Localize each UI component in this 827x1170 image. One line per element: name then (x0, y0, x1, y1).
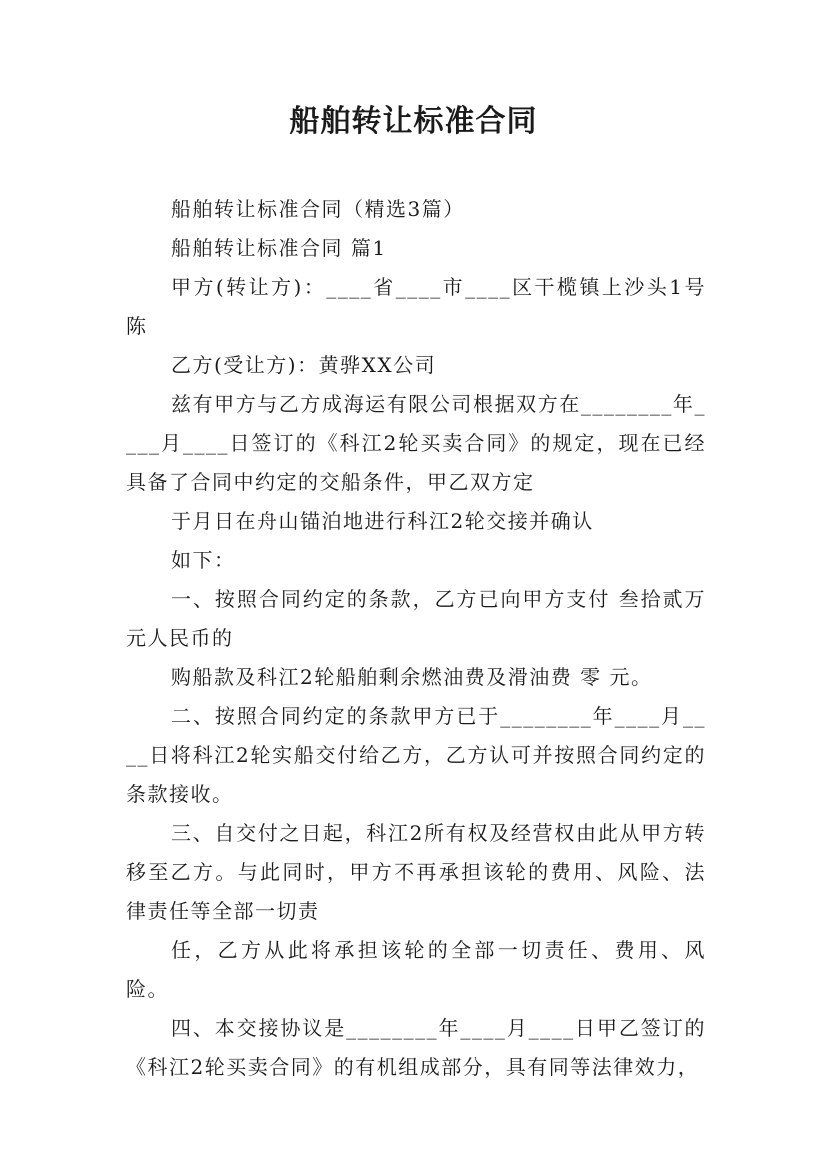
paragraph-section-heading: 船舶转让标准合同 篇1 (171, 236, 387, 260)
paragraph-handover-date: 于月日在舟山锚泊地进行科江2轮交接并确认 (171, 509, 594, 533)
paragraph-clause-3: 三、自交付之日起，科江2所有权及经营权由此从甲方转移至乙方。与此同时，甲方不再承担该轮的费用、风险、法律责任等全部一切责 (126, 821, 706, 923)
paragraph-clause-1: 一、按照合同约定的条款，乙方已向甲方支付 叁拾贰万元人民币的 (126, 587, 706, 650)
paragraph-clause-3-cont: 任，乙方从此将承担该轮的全部一切责任、费用、风险。 (126, 938, 706, 1001)
paragraph-clause-1-cont: 购船款及科江2轮船舶剩余燃油费及滑油费 零 元。 (171, 665, 653, 689)
paragraph-party-a: 甲方(转让方)：____省____市____区干榄镇上沙头1号陈 (126, 275, 706, 338)
document-title: 船舶转让标准合同 (289, 104, 538, 139)
document-body (126, 190, 706, 1087)
paragraph-clause-2: 二、按照合同约定的条款甲方已于________年____月____日将科江2轮实船交付给乙方，乙方认可并按照合同约定的条款接收。 (126, 704, 706, 806)
paragraph-as-follows: 如下： (171, 548, 236, 572)
paragraph-subtitle: 船舶转让标准合同（精选3篇） (171, 197, 465, 221)
paragraph-clause-4: 四、本交接协议是________年____月____日甲乙签订的《科江2轮买卖合同》的有机组成部分，具有同等法律效力， (126, 1016, 706, 1079)
paragraph-party-b: 乙方(受让方)：黄骅XX公司 (171, 353, 437, 377)
paragraph-preamble: 兹有甲方与乙方成海运有限公司根据双方在________年____月____日签订的《科江2轮买卖合同》的规定，现在已经具备了合同中约定的交船条件，甲乙双方定 (126, 392, 706, 494)
